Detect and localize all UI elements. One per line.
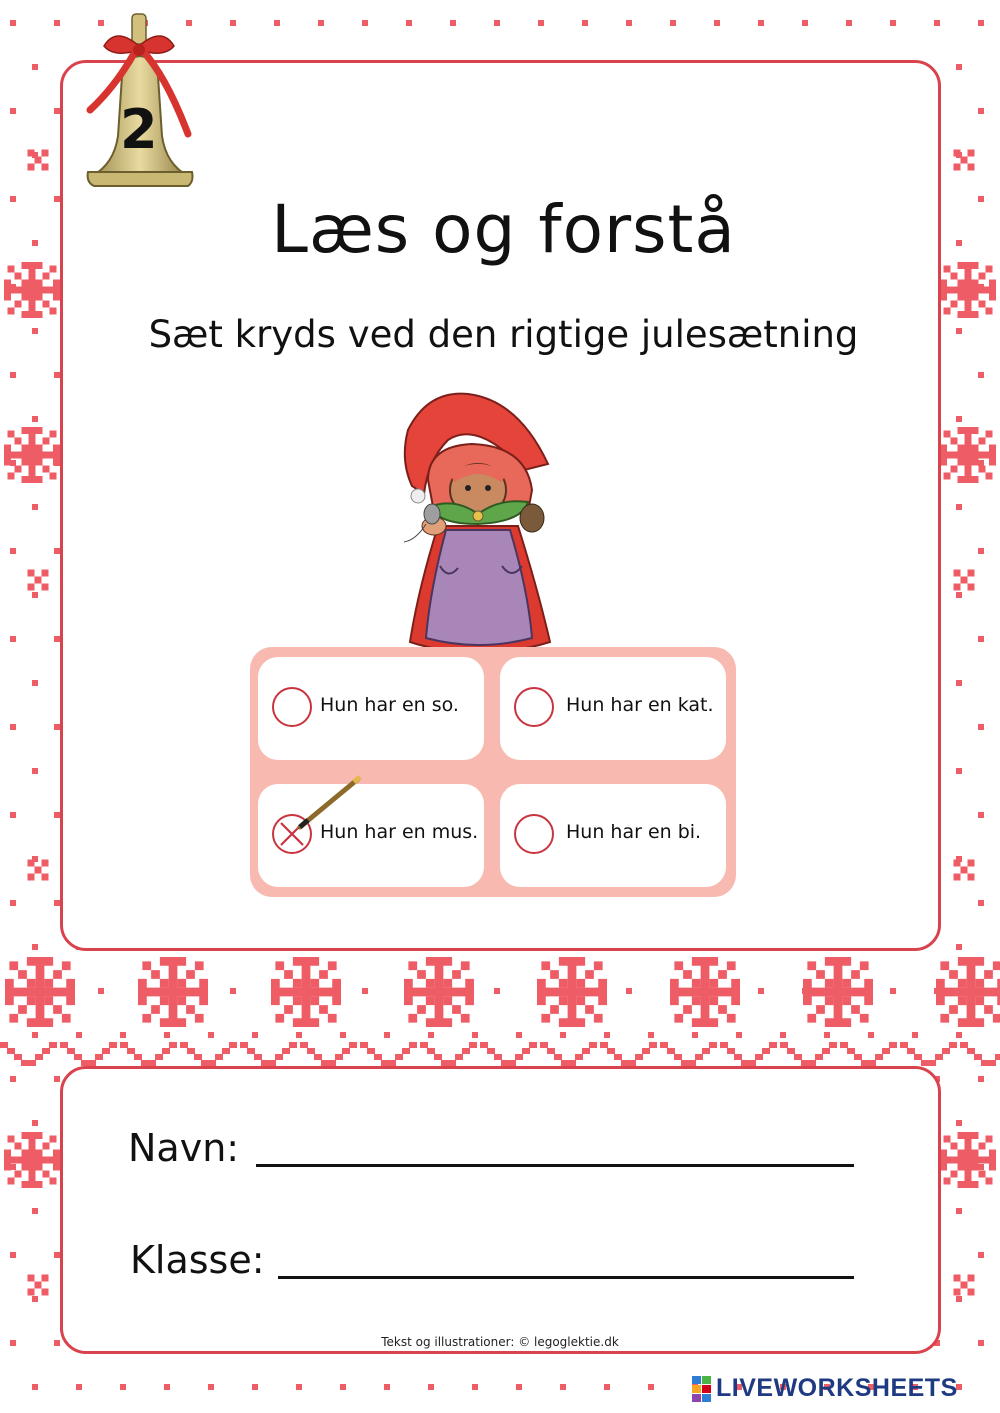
option-bi[interactable] [500,784,726,887]
option-label: Hun har en bi. [566,821,702,843]
pencil-icon [294,773,366,831]
liveworksheets-wordmark: LIVEWORKSHEETS [716,1374,958,1402]
option-label: Hun har en so. [320,694,459,716]
liveworksheets-logo [692,1374,958,1403]
credit-text: Tekst og illustrationer: © legoglektie.dk [381,1335,619,1349]
option-label: Hun har en kat. [566,694,714,716]
christmas-elf-illustration [398,390,560,662]
option-label: Hun har en mus. [320,821,479,843]
option-so[interactable] [258,657,484,760]
liveworksheets-mark-icon [692,1376,712,1402]
answer-options-panel [250,647,736,897]
class-input-line[interactable] [278,1276,854,1279]
activity-number: 2 [120,98,158,161]
checkbox-circle[interactable] [272,687,312,727]
instruction-text: Sæt kryds ved den rigtige julesætning [148,313,859,356]
page-title: Læs og forstå [271,191,736,268]
checkbox-circle[interactable] [514,687,554,727]
student-info-card [60,1066,941,1354]
checkbox-circle[interactable] [514,814,554,854]
name-input-line[interactable] [256,1164,854,1167]
name-label: Navn: [128,1126,240,1170]
option-mus[interactable] [258,784,484,887]
class-label: Klasse: [130,1238,265,1282]
option-kat[interactable] [500,657,726,760]
